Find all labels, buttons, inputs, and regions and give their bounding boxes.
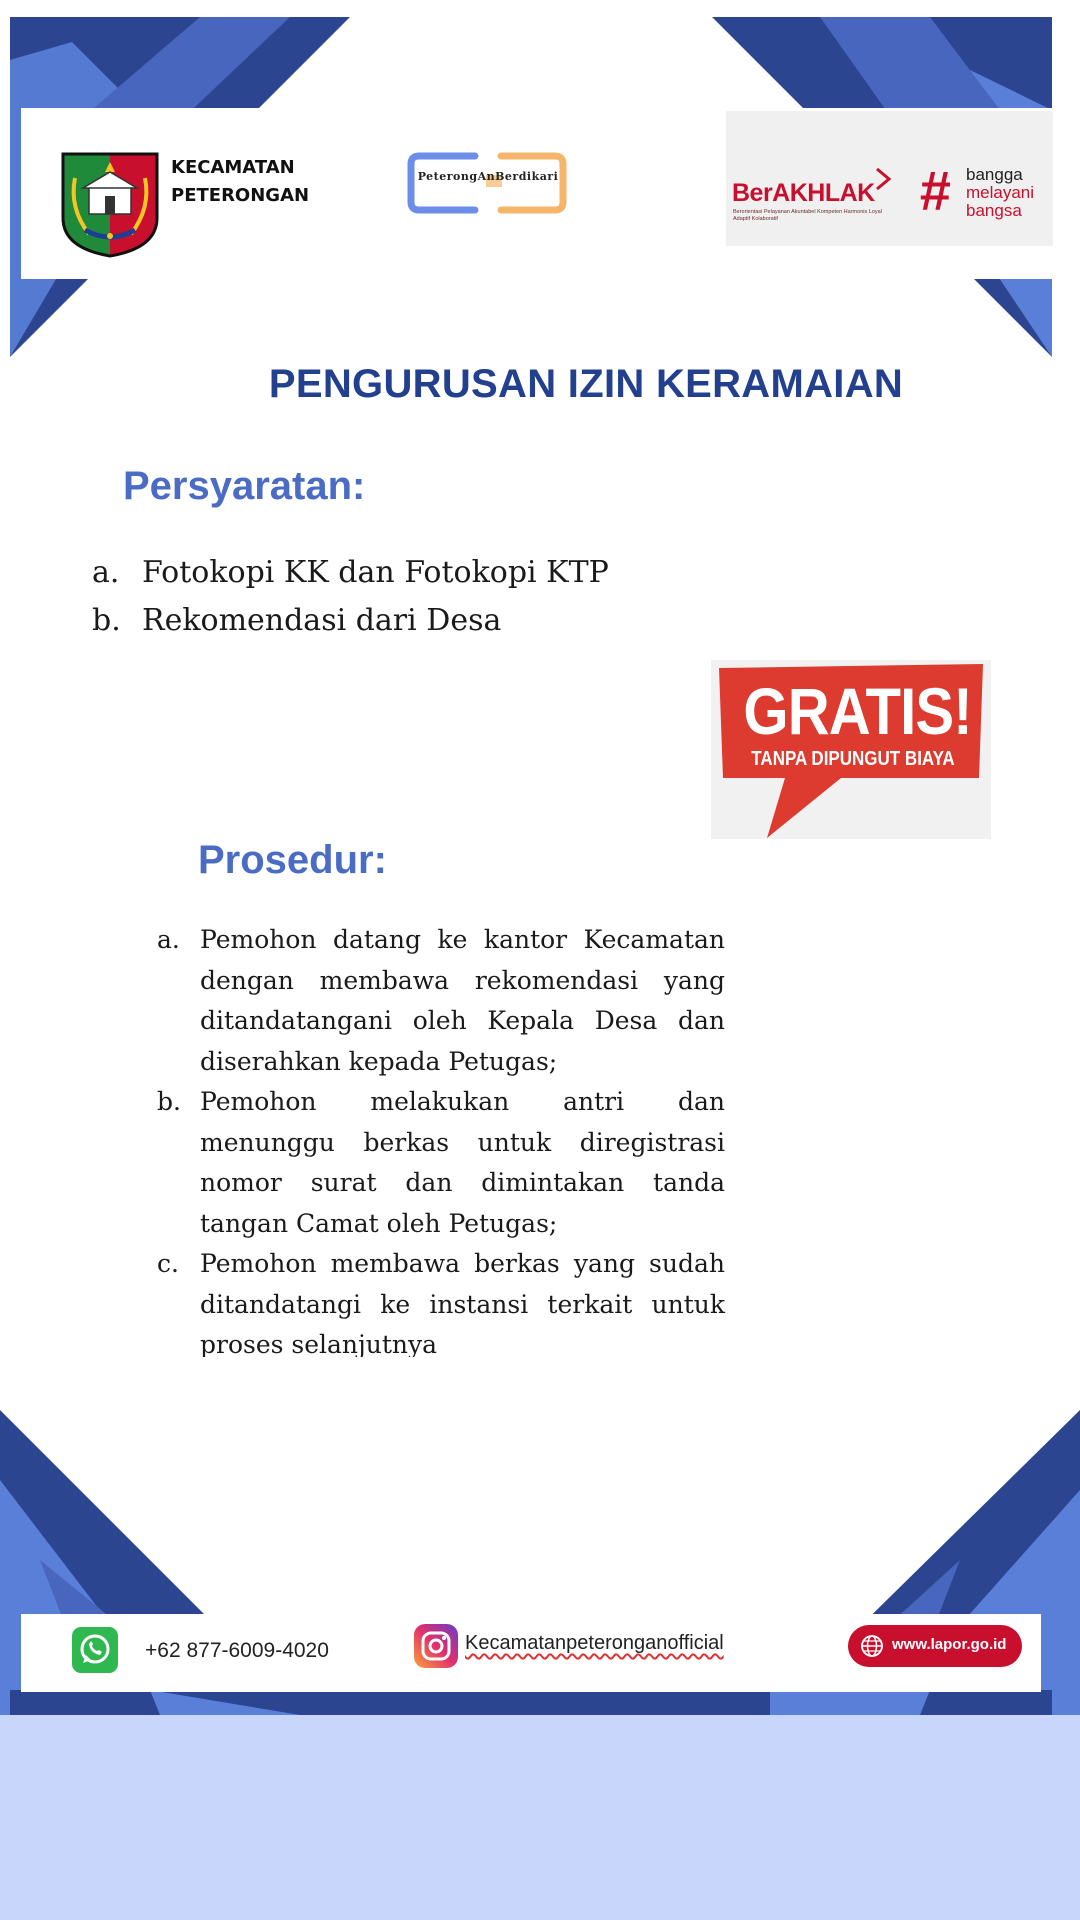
list-item — [155, 1082, 725, 1244]
kecamatan-line2: PETERONGAN — [171, 185, 310, 206]
list-item — [155, 1244, 725, 1357]
list-marker: a. — [92, 555, 120, 590]
lapor-link-button[interactable] — [848, 1625, 1022, 1667]
berakhlak-tagline: Berorientasi Pelayanan Akuntabel Kompeten Harmonis Loyal Adaptif Kolaboratif — [733, 209, 882, 222]
whatsapp-icon[interactable] — [72, 1627, 118, 1673]
berakhlak-title: BerAKHLAK — [732, 179, 875, 207]
phone-number[interactable]: +62 877-6009-4020 — [145, 1639, 329, 1662]
list-marker: c. — [157, 1249, 179, 1278]
page-title: PENGURUSAN IZIN KERAMAIAN — [268, 362, 904, 406]
bangga-line2: melayani — [966, 183, 1035, 202]
list-item-text: Pemohon melakukan antri dan menunggu berkas untuk diregistrasi nomor surat dan dimintakan tanda tangan Camat oleh Petugas; — [200, 1087, 725, 1238]
list-marker: a. — [157, 925, 180, 954]
procedure-list — [155, 920, 725, 1357]
bangga-line1: bangga — [966, 165, 1023, 184]
list-marker: b. — [92, 603, 121, 638]
badge-small-text: TANPA DIPUNGUT BIAYA — [751, 748, 955, 770]
instagram-icon[interactable] — [414, 1624, 458, 1668]
kecamatan-line1: KECAMATAN — [171, 157, 295, 178]
hashtag-icon: # — [919, 159, 951, 222]
list-marker: b. — [157, 1087, 181, 1116]
requirements-heading: Persyaratan: — [123, 464, 366, 508]
berdikari-text: PeterongAnBerdikari — [417, 170, 559, 183]
badge-big-text: GRATIS! — [743, 674, 972, 748]
lapor-url: www.lapor.go.id — [892, 1636, 1007, 1653]
list-item-text: Pemohon datang ke kantor Kecamatan dengan membawa rekomendasi yang ditandatangani oleh Kepala Desa dan diserahkan kepada Petugas; — [200, 925, 725, 1076]
instagram-handle[interactable]: Kecamatanpeteronganofficial — [465, 1632, 724, 1654]
procedure-heading: Prosedur: — [198, 838, 387, 882]
list-item-text: Fotokopi KK dan Fotokopi KTP — [142, 555, 609, 590]
list-item-text: Pemohon membawa berkas yang sudah ditandatangi ke instansi terkait untuk proses selanjutnya — [200, 1249, 725, 1357]
list-item-text: Rekomendasi dari Desa — [142, 603, 502, 638]
list-item — [155, 920, 725, 1082]
globe-icon — [860, 1634, 884, 1658]
bangga-line3: bangsa — [966, 201, 1022, 220]
contact-footer — [21, 1614, 1041, 1692]
